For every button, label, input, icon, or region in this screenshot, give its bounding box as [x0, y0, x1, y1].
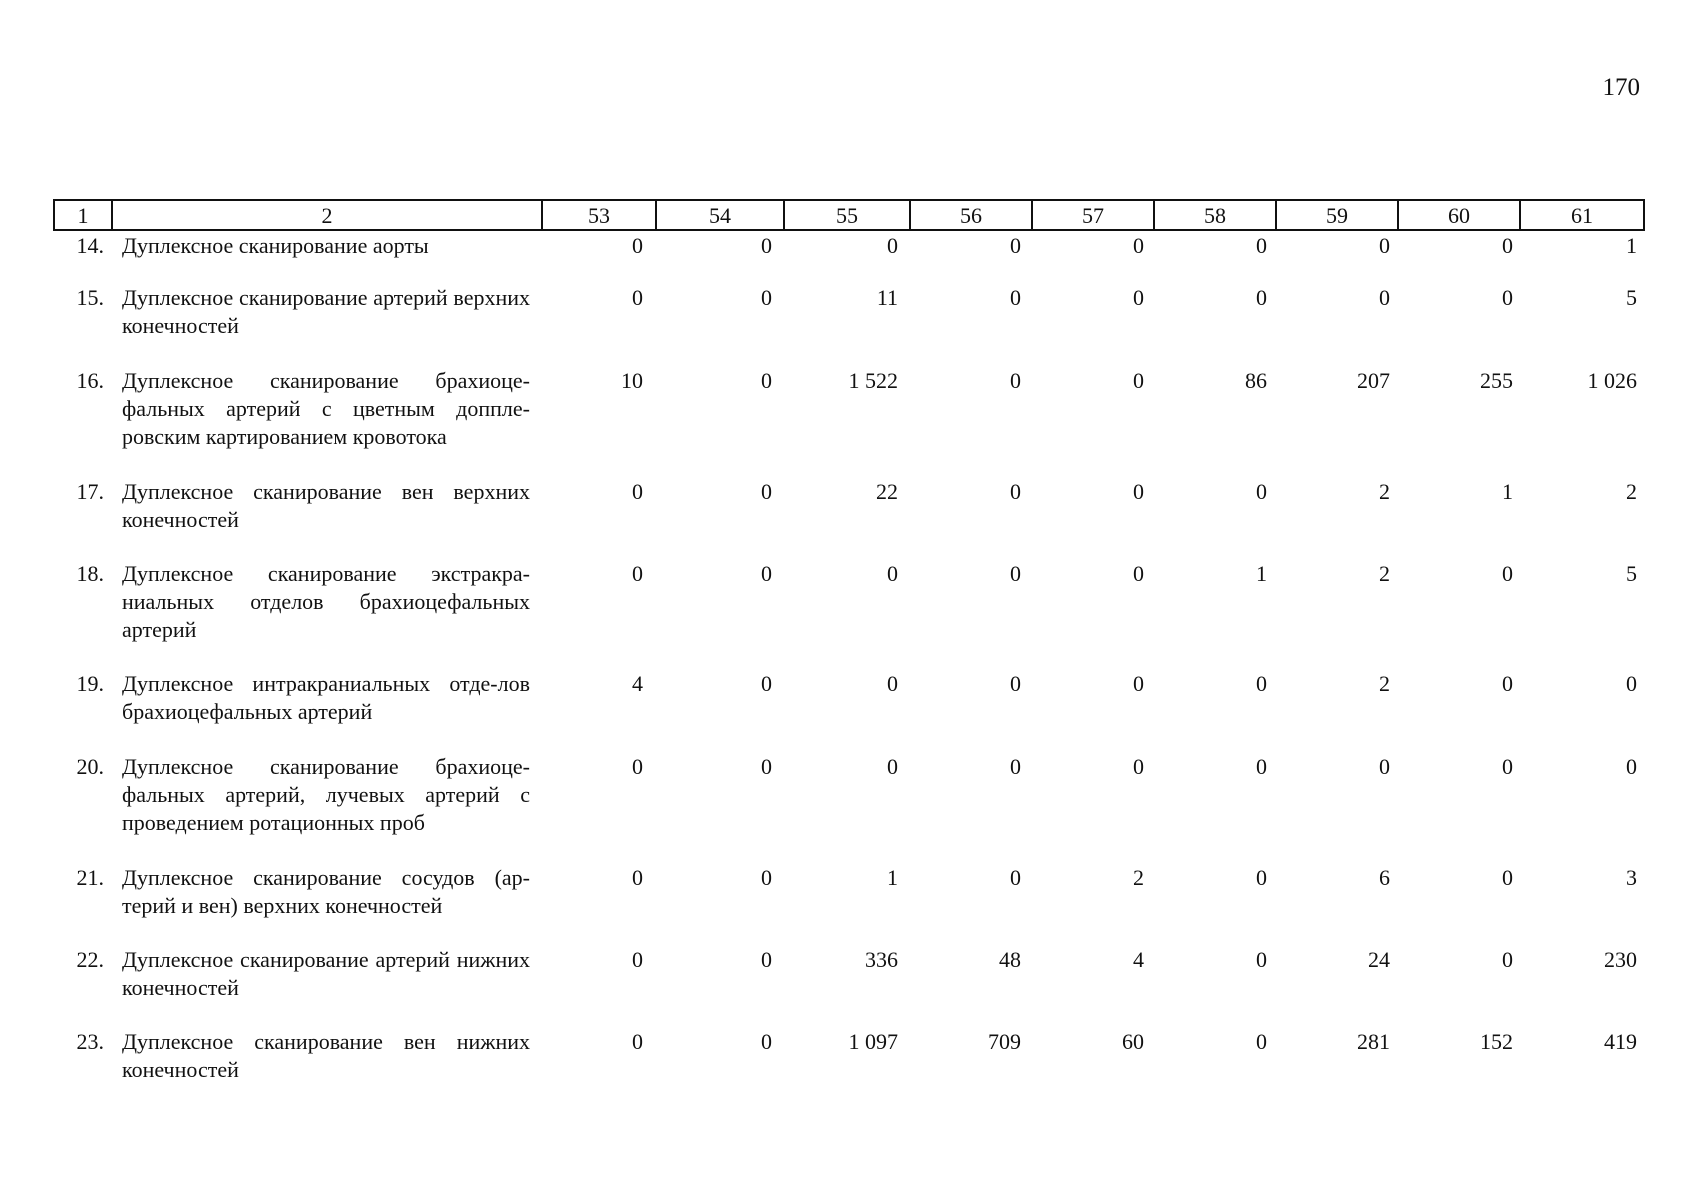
row-value-col-61: 419 — [1604, 1029, 1637, 1054]
row-value-col-57: 0 — [1133, 285, 1144, 310]
row-procedure-name: Дуплексное сканирование вен верхних конечностей — [122, 479, 530, 532]
header-cell-54: 54 — [657, 201, 785, 229]
row-value-col-59: 2 — [1379, 561, 1390, 586]
row-value-col-56: 0 — [1010, 233, 1021, 258]
row-value-col-59: 0 — [1379, 233, 1390, 258]
row-value-col-59: 24 — [1368, 947, 1390, 972]
row-value-col-58: 0 — [1256, 947, 1267, 972]
row-value-col-61: 0 — [1626, 671, 1637, 696]
row-procedure-name: Дуплексное сканирование вен нижних конечностей — [122, 1029, 530, 1082]
row-value-col-58: 0 — [1256, 1029, 1267, 1054]
row-value-col-55: 336 — [865, 947, 898, 972]
header-cell-61: 61 — [1521, 201, 1645, 229]
header-cell-53: 53 — [543, 201, 657, 229]
row-value-col-53: 10 — [621, 368, 643, 393]
row-value-col-54: 0 — [761, 561, 772, 586]
row-value-col-58: 0 — [1256, 671, 1267, 696]
row-value-col-57: 0 — [1133, 561, 1144, 586]
row-value-col-53: 0 — [632, 285, 643, 310]
row-value-col-53: 4 — [632, 671, 643, 696]
row-value-col-60: 152 — [1480, 1029, 1513, 1054]
row-value-col-60: 0 — [1502, 561, 1513, 586]
row-value-col-58: 0 — [1256, 865, 1267, 890]
row-value-col-61: 1 — [1626, 233, 1637, 258]
row-value-col-58: 1 — [1256, 561, 1267, 586]
row-number: 18. — [76, 561, 104, 586]
row-value-col-59: 2 — [1379, 671, 1390, 696]
row-value-col-53: 0 — [632, 1029, 643, 1054]
row-value-col-60: 0 — [1502, 865, 1513, 890]
row-value-col-55: 0 — [887, 233, 898, 258]
header-cell-59: 59 — [1277, 201, 1399, 229]
page-number: 170 — [1602, 74, 1640, 101]
row-value-col-57: 0 — [1133, 233, 1144, 258]
row-value-col-58: 0 — [1256, 479, 1267, 504]
row-procedure-name: Дуплексное сканирование сосудов (ар-терий и вен) верхних конечностей — [122, 865, 530, 918]
row-value-col-58: 0 — [1256, 233, 1267, 258]
row-number: 23. — [76, 1029, 104, 1054]
row-procedure-name: Дуплексное интракраниальных отде-лов брахиоцефальных артерий — [122, 671, 530, 724]
row-value-col-55: 11 — [876, 285, 898, 310]
row-number: 19. — [76, 671, 104, 696]
row-value-col-56: 0 — [1010, 479, 1021, 504]
row-value-col-58: 0 — [1256, 285, 1267, 310]
row-number: 22. — [76, 947, 104, 972]
row-value-col-57: 4 — [1133, 947, 1144, 972]
header-cell-60: 60 — [1399, 201, 1521, 229]
row-value-col-55: 1 522 — [848, 368, 898, 393]
header-cell-2: 2 — [113, 201, 543, 229]
row-value-col-61: 5 — [1626, 561, 1637, 586]
row-value-col-56: 0 — [1010, 754, 1021, 779]
row-number: 14. — [76, 233, 104, 258]
row-value-col-53: 0 — [632, 754, 643, 779]
row-procedure-name: Дуплексное сканирование артерий верхних конечностей — [122, 285, 530, 338]
row-value-col-60: 1 — [1502, 479, 1513, 504]
row-value-col-53: 0 — [632, 479, 643, 504]
row-value-col-59: 0 — [1379, 754, 1390, 779]
row-value-col-54: 0 — [761, 754, 772, 779]
row-number: 16. — [76, 368, 104, 393]
row-value-col-60: 0 — [1502, 285, 1513, 310]
row-value-col-59: 207 — [1357, 368, 1390, 393]
row-value-col-61: 3 — [1626, 865, 1637, 890]
row-value-col-56: 48 — [999, 947, 1021, 972]
row-value-col-54: 0 — [761, 479, 772, 504]
row-number: 15. — [76, 285, 104, 310]
row-value-col-54: 0 — [761, 947, 772, 972]
row-value-col-57: 0 — [1133, 671, 1144, 696]
row-value-col-56: 0 — [1010, 671, 1021, 696]
row-value-col-61: 230 — [1604, 947, 1637, 972]
row-value-col-55: 0 — [887, 671, 898, 696]
header-cell-56: 56 — [911, 201, 1033, 229]
row-value-col-54: 0 — [761, 865, 772, 890]
row-value-col-59: 6 — [1379, 865, 1390, 890]
row-value-col-55: 0 — [887, 561, 898, 586]
row-procedure-name: Дуплексное сканирование брахиоце-фальных артерий с цветным доппле-ровским картированием кровотока — [122, 368, 530, 449]
row-value-col-59: 281 — [1357, 1029, 1390, 1054]
row-value-col-56: 0 — [1010, 561, 1021, 586]
row-value-col-58: 0 — [1256, 754, 1267, 779]
row-number: 17. — [76, 479, 104, 504]
row-procedure-name: Дуплексное сканирование экстракра-ниальных отделов брахиоцефальных артерий — [122, 561, 530, 642]
header-cell-58: 58 — [1155, 201, 1277, 229]
row-value-col-56: 709 — [988, 1029, 1021, 1054]
row-value-col-54: 0 — [761, 233, 772, 258]
row-value-col-55: 0 — [887, 754, 898, 779]
row-value-col-60: 0 — [1502, 671, 1513, 696]
row-value-col-57: 0 — [1133, 479, 1144, 504]
row-value-col-54: 0 — [761, 368, 772, 393]
header-cell-55: 55 — [785, 201, 911, 229]
row-value-col-61: 2 — [1626, 479, 1637, 504]
row-value-col-55: 1 097 — [848, 1029, 898, 1054]
row-value-col-60: 255 — [1480, 368, 1513, 393]
row-value-col-53: 0 — [632, 561, 643, 586]
row-value-col-54: 0 — [761, 285, 772, 310]
row-value-col-55: 22 — [876, 479, 898, 504]
row-procedure-name: Дуплексное сканирование артерий нижних конечностей — [122, 947, 530, 1000]
row-value-col-57: 0 — [1133, 368, 1144, 393]
row-value-col-54: 0 — [761, 671, 772, 696]
row-value-col-60: 0 — [1502, 233, 1513, 258]
row-value-col-56: 0 — [1010, 285, 1021, 310]
row-number: 21. — [76, 865, 104, 890]
row-value-col-60: 0 — [1502, 754, 1513, 779]
row-value-col-54: 0 — [761, 1029, 772, 1054]
row-procedure-name: Дуплексное сканирование брахиоце-фальных артерий, лучевых артерий с проведением ротационных проб — [122, 754, 530, 835]
table-header — [53, 199, 1645, 231]
row-value-col-53: 0 — [632, 865, 643, 890]
row-value-col-53: 0 — [632, 947, 643, 972]
row-value-col-59: 2 — [1379, 479, 1390, 504]
row-number: 20. — [76, 754, 104, 779]
row-value-col-55: 1 — [887, 865, 898, 890]
row-value-col-57: 0 — [1133, 754, 1144, 779]
row-value-col-61: 5 — [1626, 285, 1637, 310]
header-cell-1: 1 — [55, 201, 113, 229]
header-cell-57: 57 — [1033, 201, 1155, 229]
row-value-col-59: 0 — [1379, 285, 1390, 310]
row-value-col-58: 86 — [1245, 368, 1267, 393]
row-value-col-56: 0 — [1010, 865, 1021, 890]
row-value-col-57: 60 — [1122, 1029, 1144, 1054]
row-value-col-61: 0 — [1626, 754, 1637, 779]
row-value-col-56: 0 — [1010, 368, 1021, 393]
row-value-col-57: 2 — [1133, 865, 1144, 890]
row-procedure-name: Дуплексное сканирование аорты — [122, 233, 429, 258]
row-value-col-53: 0 — [632, 233, 643, 258]
row-value-col-61: 1 026 — [1587, 368, 1637, 393]
row-value-col-60: 0 — [1502, 947, 1513, 972]
